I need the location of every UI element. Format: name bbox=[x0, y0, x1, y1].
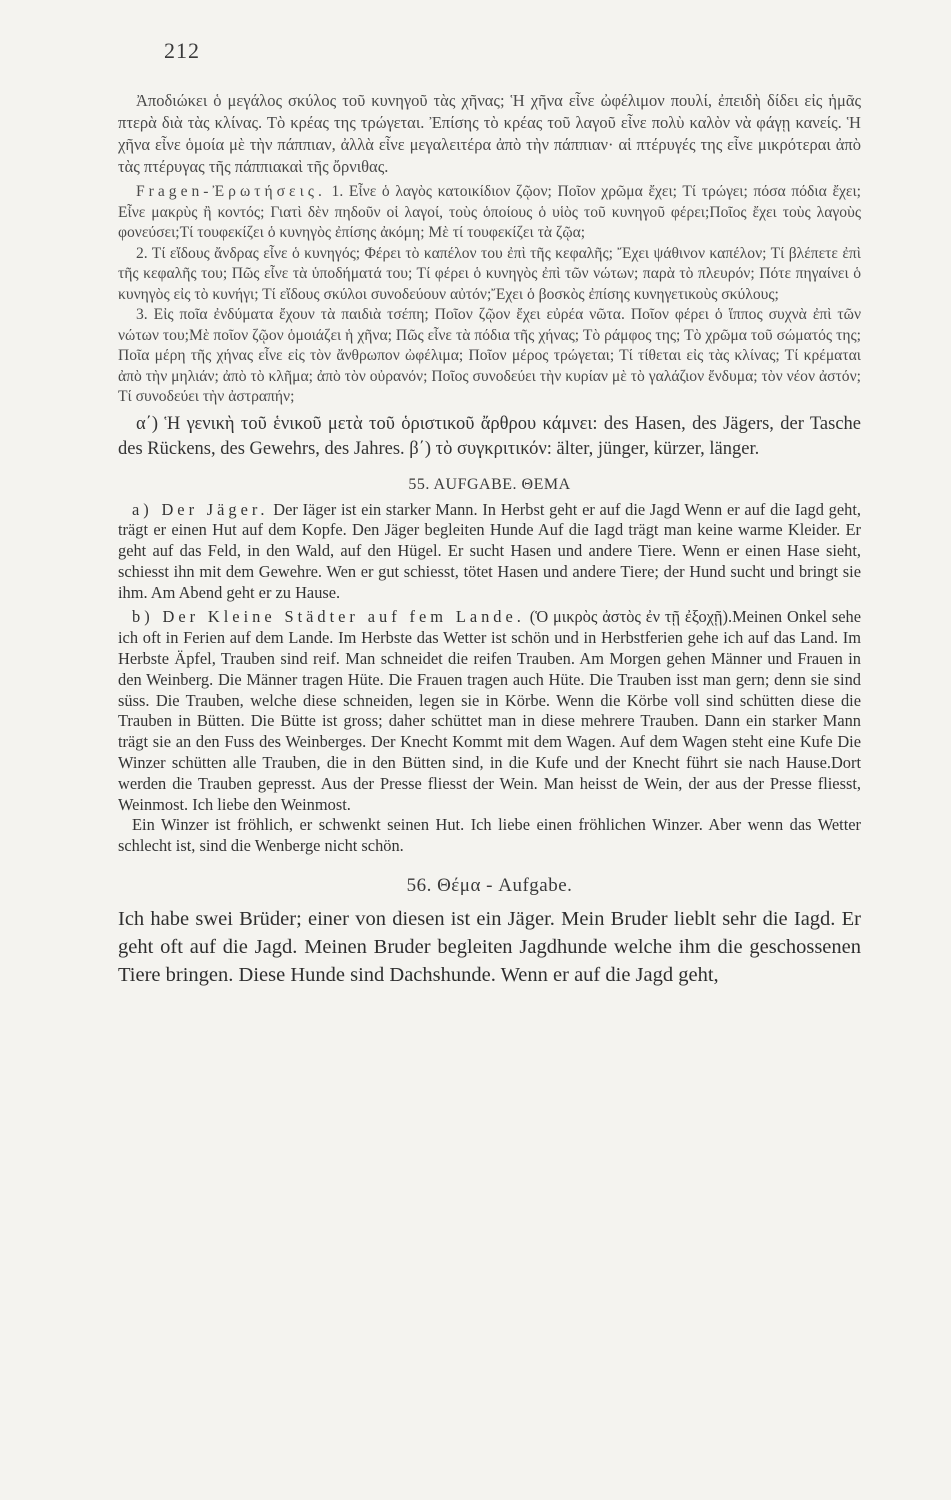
aufgabe-55-b-label: b) Der Kleine Städter auf fem Lande. bbox=[132, 607, 525, 627]
fragen-question-3: 3. Εἰς ποῖα ἐνδύματα ἔχουν τὰ παιδιὰ τσέπη; Ποῖον ζῷον ἔχει εὐρέα νῶτα. Ποῖον φέρει ὁ ἵππος συχνὰ ἐπὶ τῶν νώτων του;Μὲ ποῖον ζῷον ὁμοιάζει ἡ χῆνα; Πῶς εἶνε τὰ πόδια τῆς χήνας; Τὸ ράμφος της; Τὸ χρῶμα τοῦ σώματός της; Ποῖα μέρη τῆς χήνας εἶνε εἰς τὸν ἄνθρωπον ὠφέλιμα; Ποῖον μέρος τρώγεται; Τί τίθεται εἰς τὰς κλίνας; Τί κρέμαται ἀπὸ τὴν μηλιάν; ἀπὸ τὸ κλῆμα; ἀπὸ τὸν οὐρανόν; Ποῖος συνοδεύει τὴν κυρίαν μὲ τὸ γαλάζιον ἔνδυμα; τὸν νέον ἀστόν; Τί συνοδεύει τὴν ἀστραπήν; bbox=[118, 306, 861, 405]
aufgabe-55-b-greek: (Ὁ μικρὸς ἀστὸς ἐν τῇ ἐξοχῇ). bbox=[529, 607, 733, 627]
grammar-note: α΄) Ἡ γενικὴ τοῦ ἑνικοῦ μετὰ τοῦ ὁριστικοῦ ἄρθρου κάμνει: des Hasen, des Jägers, der Tasche des Rückens, des Gewehrs, des Jahres. β΄) τὸ συγκριτικόν: älter, jünger, kürzer, länger. bbox=[118, 413, 861, 459]
aufgabe-55-a-paragraph bbox=[118, 500, 861, 604]
fragen-q1-text: 1. Εἶνε ὁ λαγὸς κατοικίδιον ζῷον; Ποῖον χρῶμα ἔχει; Τί τρώγει; πόσα πόδια ἔχει; Εἶνε μακρὺς ἢ κοντός; Γιατὶ δὲν πηδοῦν οἱ λαγοί, τοὺς ὁποίους ὁ υἱὸς τοῦ κυνηγοῦ φέρει;Ποῖος ἔχει τοὺς λαγοὺς φονεύσει;Τί τουφεκίζει ὁ κυνηγὸς ἐπίσης ἀκόμη; Μὲ τί τουφεκίζει τὰ ζῷα; bbox=[118, 183, 861, 241]
aufgabe-55-heading: 55. AUFGABE. ΘΕΜΑ bbox=[408, 475, 571, 493]
fragen-question-1 bbox=[118, 182, 861, 244]
aufgabe-55-b-text: Meinen Onkel sehe ich oft in Ferien auf dem Lande. Im Herbste das Wetter ist schön und in Herbstferien gehe ich auf das Land. Im Herbste Äpfel, Trauben sind reif. Man schneidet die reifen Trauben. Am Morgen gehen Männer und Frauen in den Weinberg. Die Männer tragen Hüte. Die Frauen tragen auch Hüte. Die Trauben isst man gern; denn sie sind süss. Die Trauben, welche diese schneiden, legen sie in Körbe. Wenn die Körbe voll sind schütten diese die Trauben in Bütten. Die Bütte ist gross; daher schüttet man in diese mehrere Trauben. Dann ein starker Mann trägt sie an den Fuss des Weinberges. Der Knecht Kommt mit dem Wagen. Auf dem Wagen steht eine Kufe Die Winzer schütten alle Trauben, die in den Bütten sind, in die Kufe und der Knecht führt sie nach Hause.Dort werden die Trauben gepresst. Aus der Presse fliesst der Wein. Man heisst de Wein, der aus der Presse fliesst, Weinmost. Ich liebe den Weinmost. bbox=[118, 607, 862, 814]
greek-intro-paragraph: Ἀποδιώκει ὁ μεγάλος σκύλος τοῦ κυνηγοῦ τὰς χῆνας; Ἡ χῆνα εἶνε ὠφέλιμον πουλί, ἐπειδὴ δίδει εἰς ἡμᾶς πτερὰ διὰ τὰς κλίνας. Τὸ κρέας της τρώγεται. Ἐπίσης τὸ κρέας τοῦ λαγοῦ εἶνε πολὺ καλὸν νὰ φάγῃ κανείς. Ἡ χῆνα εἶνε ὁμοία μὲ τὴν πάππιαν, ἀλλὰ εἶνε μεγαλειτέρα ἀπὸ τὴν πάππιαν· αἱ πτέρυγές της εἶνε μικρότεραι ἀπὸ τὰς πτέρυγας τῆς πάππιακαὶ τῆς ὄρνιθας. bbox=[118, 91, 861, 176]
fragen-question-2: 2. Τί εἴδους ἄνδρας εἶνε ὁ κυνηγός; Φέρει τὸ καπέλον του ἐπὶ τῆς κεφαλῆς; Ἔχει ψάθινον καπέλον; Τί βλέπετε ἐπὶ τῆς κεφαλῆς του; Πῶς εἶνε τὰ ὑποδήματά του; Τί φέρει ὁ κυνηγὸς ἐπὶ τῶν νώτων; παρὰ τὸ πλευρόν; Πότε πηγαίνει ὁ κυνηγὸς εἰς τὸ κυνήγι; Τί εἴδους σκύλοι συνοδεύουν αὐτόν;Ἔχει ὁ βοσκὸς ἐπίσης κυνηγετικοὺς σκύλους; bbox=[118, 244, 861, 303]
aufgabe-56-heading: 56. Θέμα - Aufgabe. bbox=[406, 875, 573, 897]
aufgabe-55-b-paragraph-2: Ein Winzer ist fröhlich, er schwenkt seinen Hut. Ich liebe einen fröhlichen Winzer. Aber wenn das Wetter schlecht ist, sind die Wenberge nicht schön. bbox=[118, 815, 861, 856]
aufgabe-55-b-paragraph bbox=[118, 607, 861, 815]
aufgabe-55-a-text: Der Iäger ist ein starker Mann. In Herbst geht er auf die Jagd Wenn er auf die Iagd geht, trägt er einen Hut auf dem Kopfe. Den Jäger begleiten Hunde Auf die Iagd trägt man keine warme Kleider. Er geht auf das Feld, in den Wald, auf den Hügel. Er sucht Hasen und andere Tiere. Wenn er einen Hase sieht, schiesst ihn mit dem Gewehre. Wen er gut schiesst, tötet Hasen und andere Tiere; der Hund sucht und bringt sie ihm. Am Abend geht er zu Hause. bbox=[118, 499, 861, 602]
fragen-label: Fragen-Ἐρωτήσεις. bbox=[136, 183, 326, 200]
page-number: 212 bbox=[164, 38, 200, 63]
aufgabe-56-text: Ich habe swei Brüder; einer von diesen ist ein Jäger. Mein Bruder lieblt sehr die Iagd. Er geht oft auf die Jagd. Meinen Bruder begleiten Jagdhunde welche ihm die geschossenen Tiere bringen. Diese Hunde sind Dachshunde. Wenn er auf die Jagd geht, bbox=[118, 908, 861, 987]
aufgabe-55-a-label: a) Der Jäger. bbox=[132, 499, 269, 519]
